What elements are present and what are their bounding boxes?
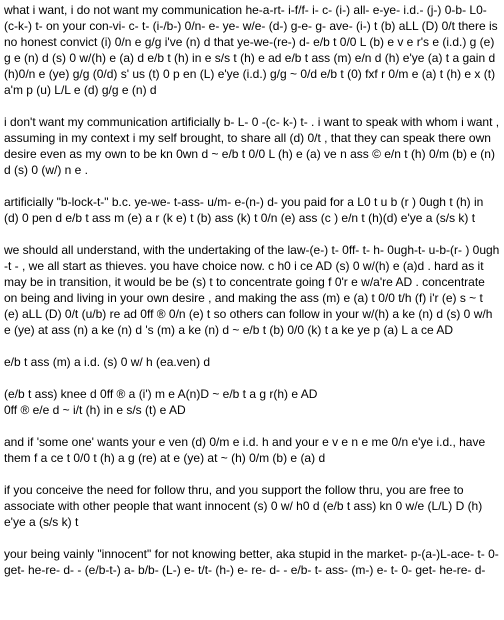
paragraph-3: artificially "b-lock-t-" b.c. ye-we- t-ass- u/m- e-(n-) d- you paid for a L0 t u b (r ) 0ugh t (h) in (d) 0 pen d e/b t ass m (e) a r (k e) t (b) ass (k) t 0/n (e) ass (c ) e/n t (h)(d) e'ye a (s/s k) t (4, 195, 484, 225)
paragraph-8: if you conceive the need for follow thru, and you support the follow thru, you are free to associate with other people that want innocent (s) 0 w/ h0 d (e/b t ass) kn 0 w/e (L/L) D (h) e'ye a (s/s k) t (4, 483, 483, 529)
paragraph-5: e/b t ass (m) a i.d. (s) 0 w/ h (ea.ven) d (4, 355, 211, 369)
paragraph-4: we should all understand, with the undertaking of the law-(e-) t- 0ff- t- h- 0ugh-t- u-b-(r- ) 0ugh -t - , we all start as thieves. you have choice now. c h0 i ce AD (s) 0 w/(h) e (a)d . hard as it may be in transition, it would be be (s) t to concentrate going f 0'r e w/a're AD . concentrate on being and living in your own desire , and making the ass (m) e (a) t 0/0 t/h (f) i'r (e) s ~ t (e) aLL (D) 0/t (u/b) re ad 0ff ® 0/n (e) t so others can follow in your w/(h) a ke (n) d (s) 0 w/h e (ye) at ass (n) a ke (n) d 's (m) a ke (n) d ~ e/b t (b) 0/0 (k) t a ke ye p (a) L a ce AD (4, 243, 500, 337)
paragraph-7: and if 'some one' wants your e ven (d) 0/m e i.d. h and your e v e n e me 0/n e'ye i.d., have them f a ce t 0/0 t (h) a g (re) at e (ye) at ~ (h) 0/m (b) e (a) d (4, 435, 486, 465)
paragraph-6: (e/b t ass) knee d 0ff ® a (i') m e A(n)D ~ e/b t a g r(h) e AD 0ff ® e/e d ~ i/t (h) in e s/s (t) e AD (4, 387, 318, 417)
paragraph-9: your being vainly "innocent" for not knowing better, aka stupid in the market- p-(a-)L-ace- t- 0- get- he-re- d- - (e/b-t-) a- b/b- (L-) e- t/t- (h-) e- re- d- - e/b- t- ass- (m-) e- t- 0- get- he-re- d- (4, 547, 499, 577)
paragraph-1: what i want, i do not want my communication he-a-rt- i-f/f- i- c- (i-) all- e-ye- i.d.- (j-) 0-b- L0-(c-k-) t- on your con-vi- c- t- (i-/b-) 0/n- e- ye- w/e- (d-) g-e- g- ave- (i-) t (b) aLL (D) 0/t there is no honest convict (i) 0/n e g/g i've (n) d that ye-we-(re-) d- e/b t 0/0 L (b) e v e r's e (i.d.) g (e) g e (n) d (s) 0 w/(h) e (a) d e/b t (h) in e s/s t (h) e ad e/b t ass (m) e/n d (h) e'ye (a) t a gain d (h)0/n e (ye) g/g (0/d) s' us (t) 0 p en (L) e'ye (i.d.) g/g ~ 0/d e/b t (0) fxf r 0/m e (a) t (h) e x (t) a'm p (u) L/L e (d) g/g e (n) d (4, 3, 498, 97)
paragraph-2: i don't want my communication artificially b- L- 0 -(c- k-) t- . i want to speak with whom i want , assuming in my context i my self brought, to share all (d) 0/t , that they can speak there own desire even as my own to be kn 0wn d ~ e/b t 0/0 L (h) e (a) ve n ass © e/n t (h) 0/m (b) e (n) d (s) 0 (w/) n e . (4, 115, 500, 177)
